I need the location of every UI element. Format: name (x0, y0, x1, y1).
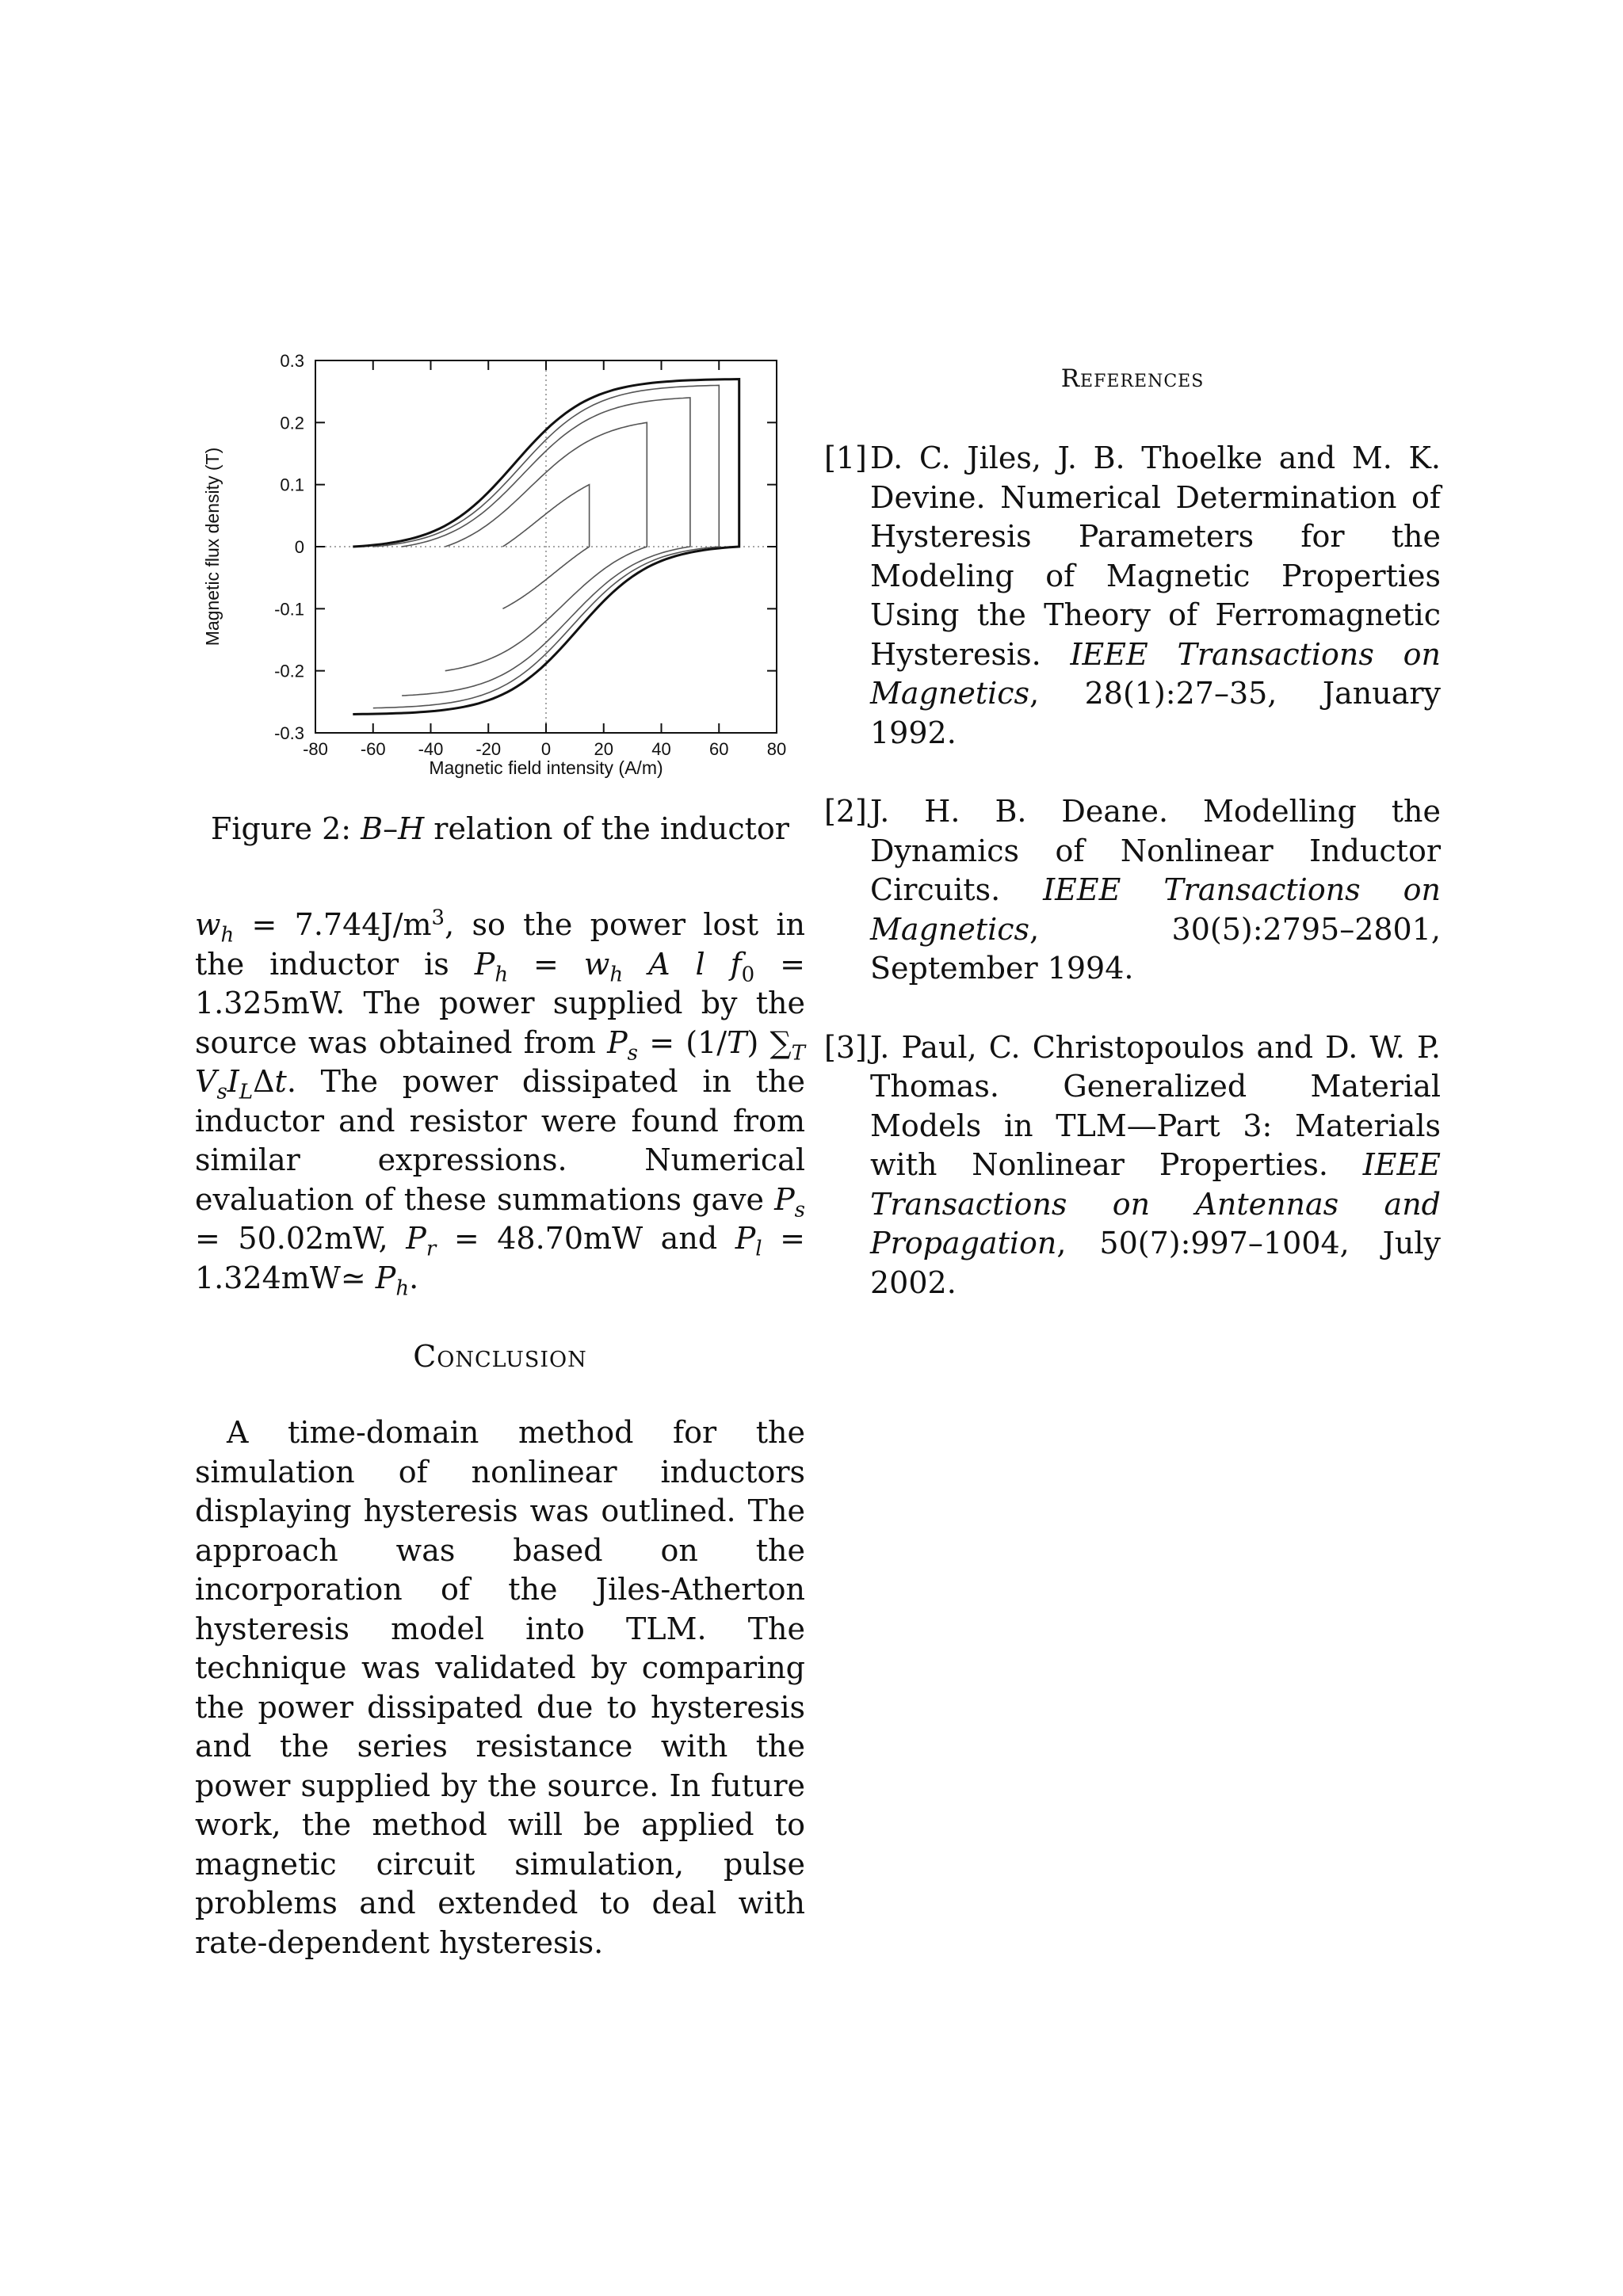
paragraph-fragment: , so the power lost in the inductor is (195, 907, 805, 982)
caption-label: Figure 2: (211, 811, 352, 846)
bh-chart (195, 349, 805, 792)
paragraph-fragment: P (375, 1260, 396, 1295)
paragraph-fragment: P (607, 1024, 628, 1060)
paragraph-fragment: = 1.325mW. The power supplied by the source was obtained from (195, 946, 805, 1060)
reference-list (824, 439, 1441, 1302)
reference-body (870, 1028, 1441, 1303)
y-tick-label: 0.3 (280, 351, 304, 371)
figure-2 (195, 349, 805, 792)
x-tick-label: 60 (709, 739, 729, 759)
x-tick-label: -80 (303, 739, 328, 759)
paragraph-fragment: h (495, 963, 509, 987)
paragraph-fragment: h (220, 923, 235, 948)
left-column (195, 349, 805, 1962)
x-axis-label: Magnetic field intensity (A/m) (429, 757, 663, 778)
x-tick-label: 40 (651, 739, 671, 759)
paragraph-fragment: L (239, 1080, 254, 1104)
paragraph-fragment: 3 (431, 906, 445, 930)
reference-journal: IEEE Transactions on Magnetics (870, 872, 1441, 947)
paragraph-fragment: = 1.324mW≃ (195, 1221, 806, 1295)
paragraph-fragment: V (195, 1064, 217, 1099)
paragraph-fragment: Δ (253, 1064, 275, 1099)
y-tick-label: 0 (294, 537, 304, 557)
paragraph-fragment: 0 (741, 963, 755, 987)
figure-caption (195, 811, 805, 846)
reference-details: , 28(1):27–35, January 1992. (870, 676, 1441, 750)
paragraph-fragment: A l f (623, 946, 742, 982)
conclusion-paragraph: A time-domain method for the simulation of nonlinear inductors displaying hysteresis was outlined. The approach was based on the incorporation of the Jiles-Atherton hysteresis model into TLM. The technique was validated by comparing the power dissipated due to hysteresis and the series resistance with the power supplied by the source. In future work, the method will be applied to magnetic circuit simulation, pulse problems and extended to deal with rate-dependent hysteresis. (195, 1415, 805, 1960)
paragraph-fragment: P (735, 1221, 756, 1256)
paragraph-fragment: w (195, 907, 221, 942)
y-tick-label: -0.3 (274, 723, 304, 743)
x-tick-label: 80 (766, 739, 787, 759)
reference-details: , 30(5):2795–2801, September 1994. (870, 911, 1441, 986)
paragraph-fragment: s (216, 1080, 227, 1104)
paragraph-fragment: P (406, 1221, 426, 1256)
reference-journal: IEEE Transactions on Magnetics (870, 636, 1441, 711)
reference-authors: J. H. B. Deane. Modelling the Dynamics of Nonlinear Inductor Circuits. (870, 794, 1441, 907)
x-tick-label: -60 (360, 739, 386, 759)
paragraph-fragment: = (1/ (638, 1024, 727, 1060)
paragraph-fragment: T (727, 1024, 747, 1060)
paragraph-fragment: ) ∑ (747, 1024, 792, 1060)
paragraph-fragment: = 7.744J/m (234, 907, 432, 942)
reference-number: [3] (824, 1029, 867, 1065)
paragraph-fragment: = (508, 946, 584, 982)
reference-journal: IEEE Transactions on Antennas and Propagation (870, 1147, 1441, 1261)
reference-item (824, 439, 1441, 753)
paragraph-fragment: r (426, 1237, 437, 1261)
paragraph-fragment: s (794, 1198, 805, 1222)
reference-details: , 50(7):997–1004, July 2002. (870, 1226, 1441, 1300)
reference-body (870, 439, 1441, 753)
paragraph-fragment: t (274, 1064, 287, 1099)
paragraph-fragment: w (583, 946, 610, 982)
reference-body (870, 792, 1441, 989)
caption-rest: relation of the inductor (424, 811, 789, 846)
x-tick-label: -20 (475, 739, 502, 759)
reference-number: [2] (824, 794, 867, 829)
paragraph-fragment: P (474, 946, 495, 982)
paragraph-fragment: T (791, 1041, 806, 1066)
reference-authors: J. Paul, C. Christopoulos and D. W. P. Thomas. Generalized Material Models in TLM—Part 3: Materials with Nonlinear Properties. (870, 1029, 1441, 1182)
paragraph-fragment: = 48.70mW and (436, 1221, 735, 1256)
paragraph-fragment: h (609, 963, 624, 987)
conclusion-heading: Conclusion (413, 1339, 587, 1374)
paragraph-fragment: I (227, 1064, 239, 1099)
y-tick-label: -0.2 (274, 661, 304, 681)
y-axis-label: Magnetic flux density (T) (202, 447, 223, 646)
paragraph-fragment: . The power dissipated in the inductor and resistor were found from similar expressions. Numerical evaluation of these summations gave (195, 1064, 805, 1217)
paragraph-fragment: P (774, 1181, 795, 1217)
power-paragraph (195, 906, 806, 1301)
paragraph-fragment: s (627, 1041, 639, 1066)
x-tick-label: 0 (540, 739, 552, 759)
reference-item (824, 792, 1441, 989)
y-tick-label: 0.2 (280, 413, 304, 433)
paragraph-fragment: h (395, 1276, 410, 1301)
caption-b: B (361, 811, 384, 846)
paragraph-fragment: = 50.02mW, (195, 1221, 407, 1256)
references-heading: References (1060, 364, 1205, 393)
paragraph-fragment: l (755, 1237, 762, 1261)
reference-item (824, 1028, 1441, 1303)
caption-h: H (398, 811, 425, 846)
paragraph-fragment: . (409, 1260, 419, 1295)
y-tick-label: 0.1 (280, 475, 304, 495)
right-column (824, 349, 1441, 1342)
x-tick-label: -40 (418, 739, 444, 759)
reference-number: [1] (824, 441, 867, 475)
caption-dash: – (383, 811, 399, 846)
x-tick-label: 20 (594, 739, 613, 759)
y-tick-label: -0.1 (274, 599, 304, 620)
reference-authors: D. C. Jiles, J. B. Thoelke and M. K. Devine. Numerical Determination of Hysteresis Parameters for the Modeling of Magnetic Properties Using the Theory of Ferromagnetic Hysteresis. (870, 441, 1441, 672)
